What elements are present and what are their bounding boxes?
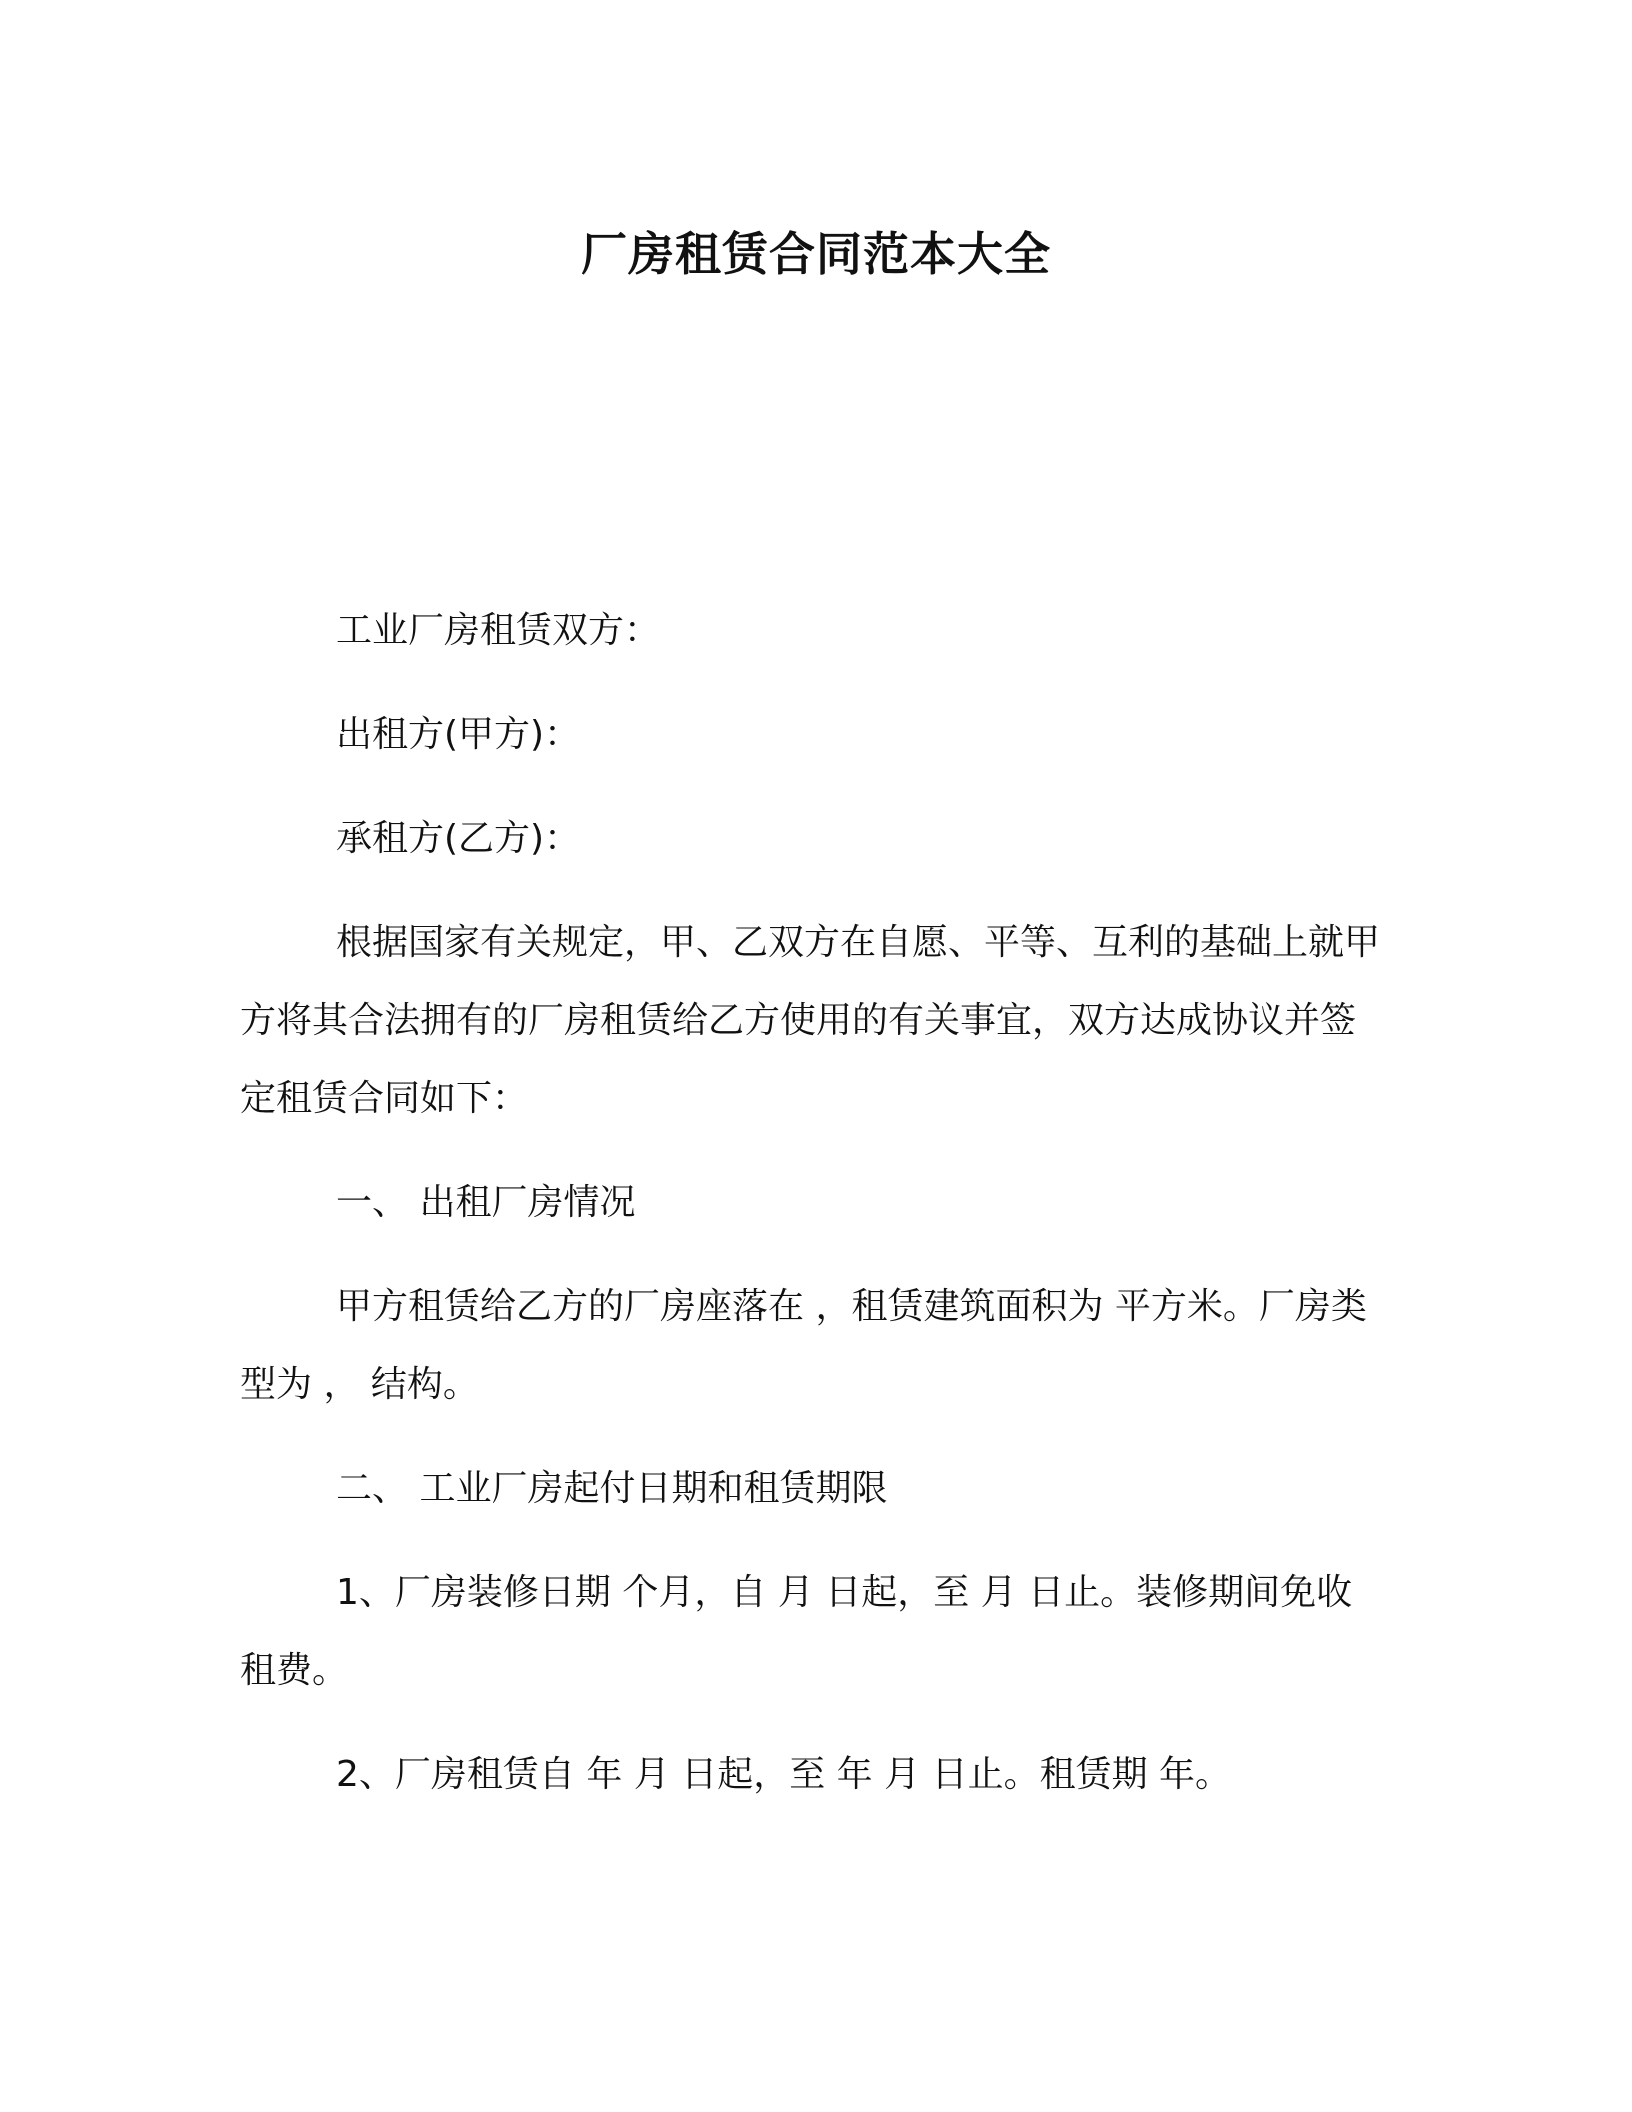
paragraph-lessor: 出租方(甲方)： bbox=[336, 714, 581, 755]
paragraph-factory-info: 甲方租赁给乙方的厂房座落在 ，租赁建筑面积为 平方米。厂房类型为 ， 结构。 bbox=[240, 1286, 1367, 1405]
document-body bbox=[240, 592, 1380, 1840]
section-heading-2: 二、 工业厂房起付日期和租赁期限 bbox=[336, 1468, 888, 1509]
paragraph-lessee: 承租方(乙方)： bbox=[336, 818, 581, 859]
paragraph-preamble: 根据国家有关规定，甲、乙双方在自愿、平等、互利的基础上就甲方将其合法拥有的厂房租赁给乙方使用的有关事宜，双方达成协议并签定租赁合同如下： bbox=[240, 922, 1381, 1119]
paragraph-decoration-period: 1、厂房装修日期 个月，自 月 日起，至 月 日止。装修期间免收租费。 bbox=[240, 1572, 1353, 1691]
section-heading-1: 一、 出租厂房情况 bbox=[336, 1182, 636, 1223]
paragraph-lease-term: 2、厂房租赁自 年 月 日起，至 年 月 日止。租赁期 年。 bbox=[336, 1754, 1232, 1795]
paragraph-parties: 工业厂房租赁双方： bbox=[336, 610, 661, 651]
document-title: 厂房租赁合同范本大全 bbox=[581, 227, 1051, 281]
